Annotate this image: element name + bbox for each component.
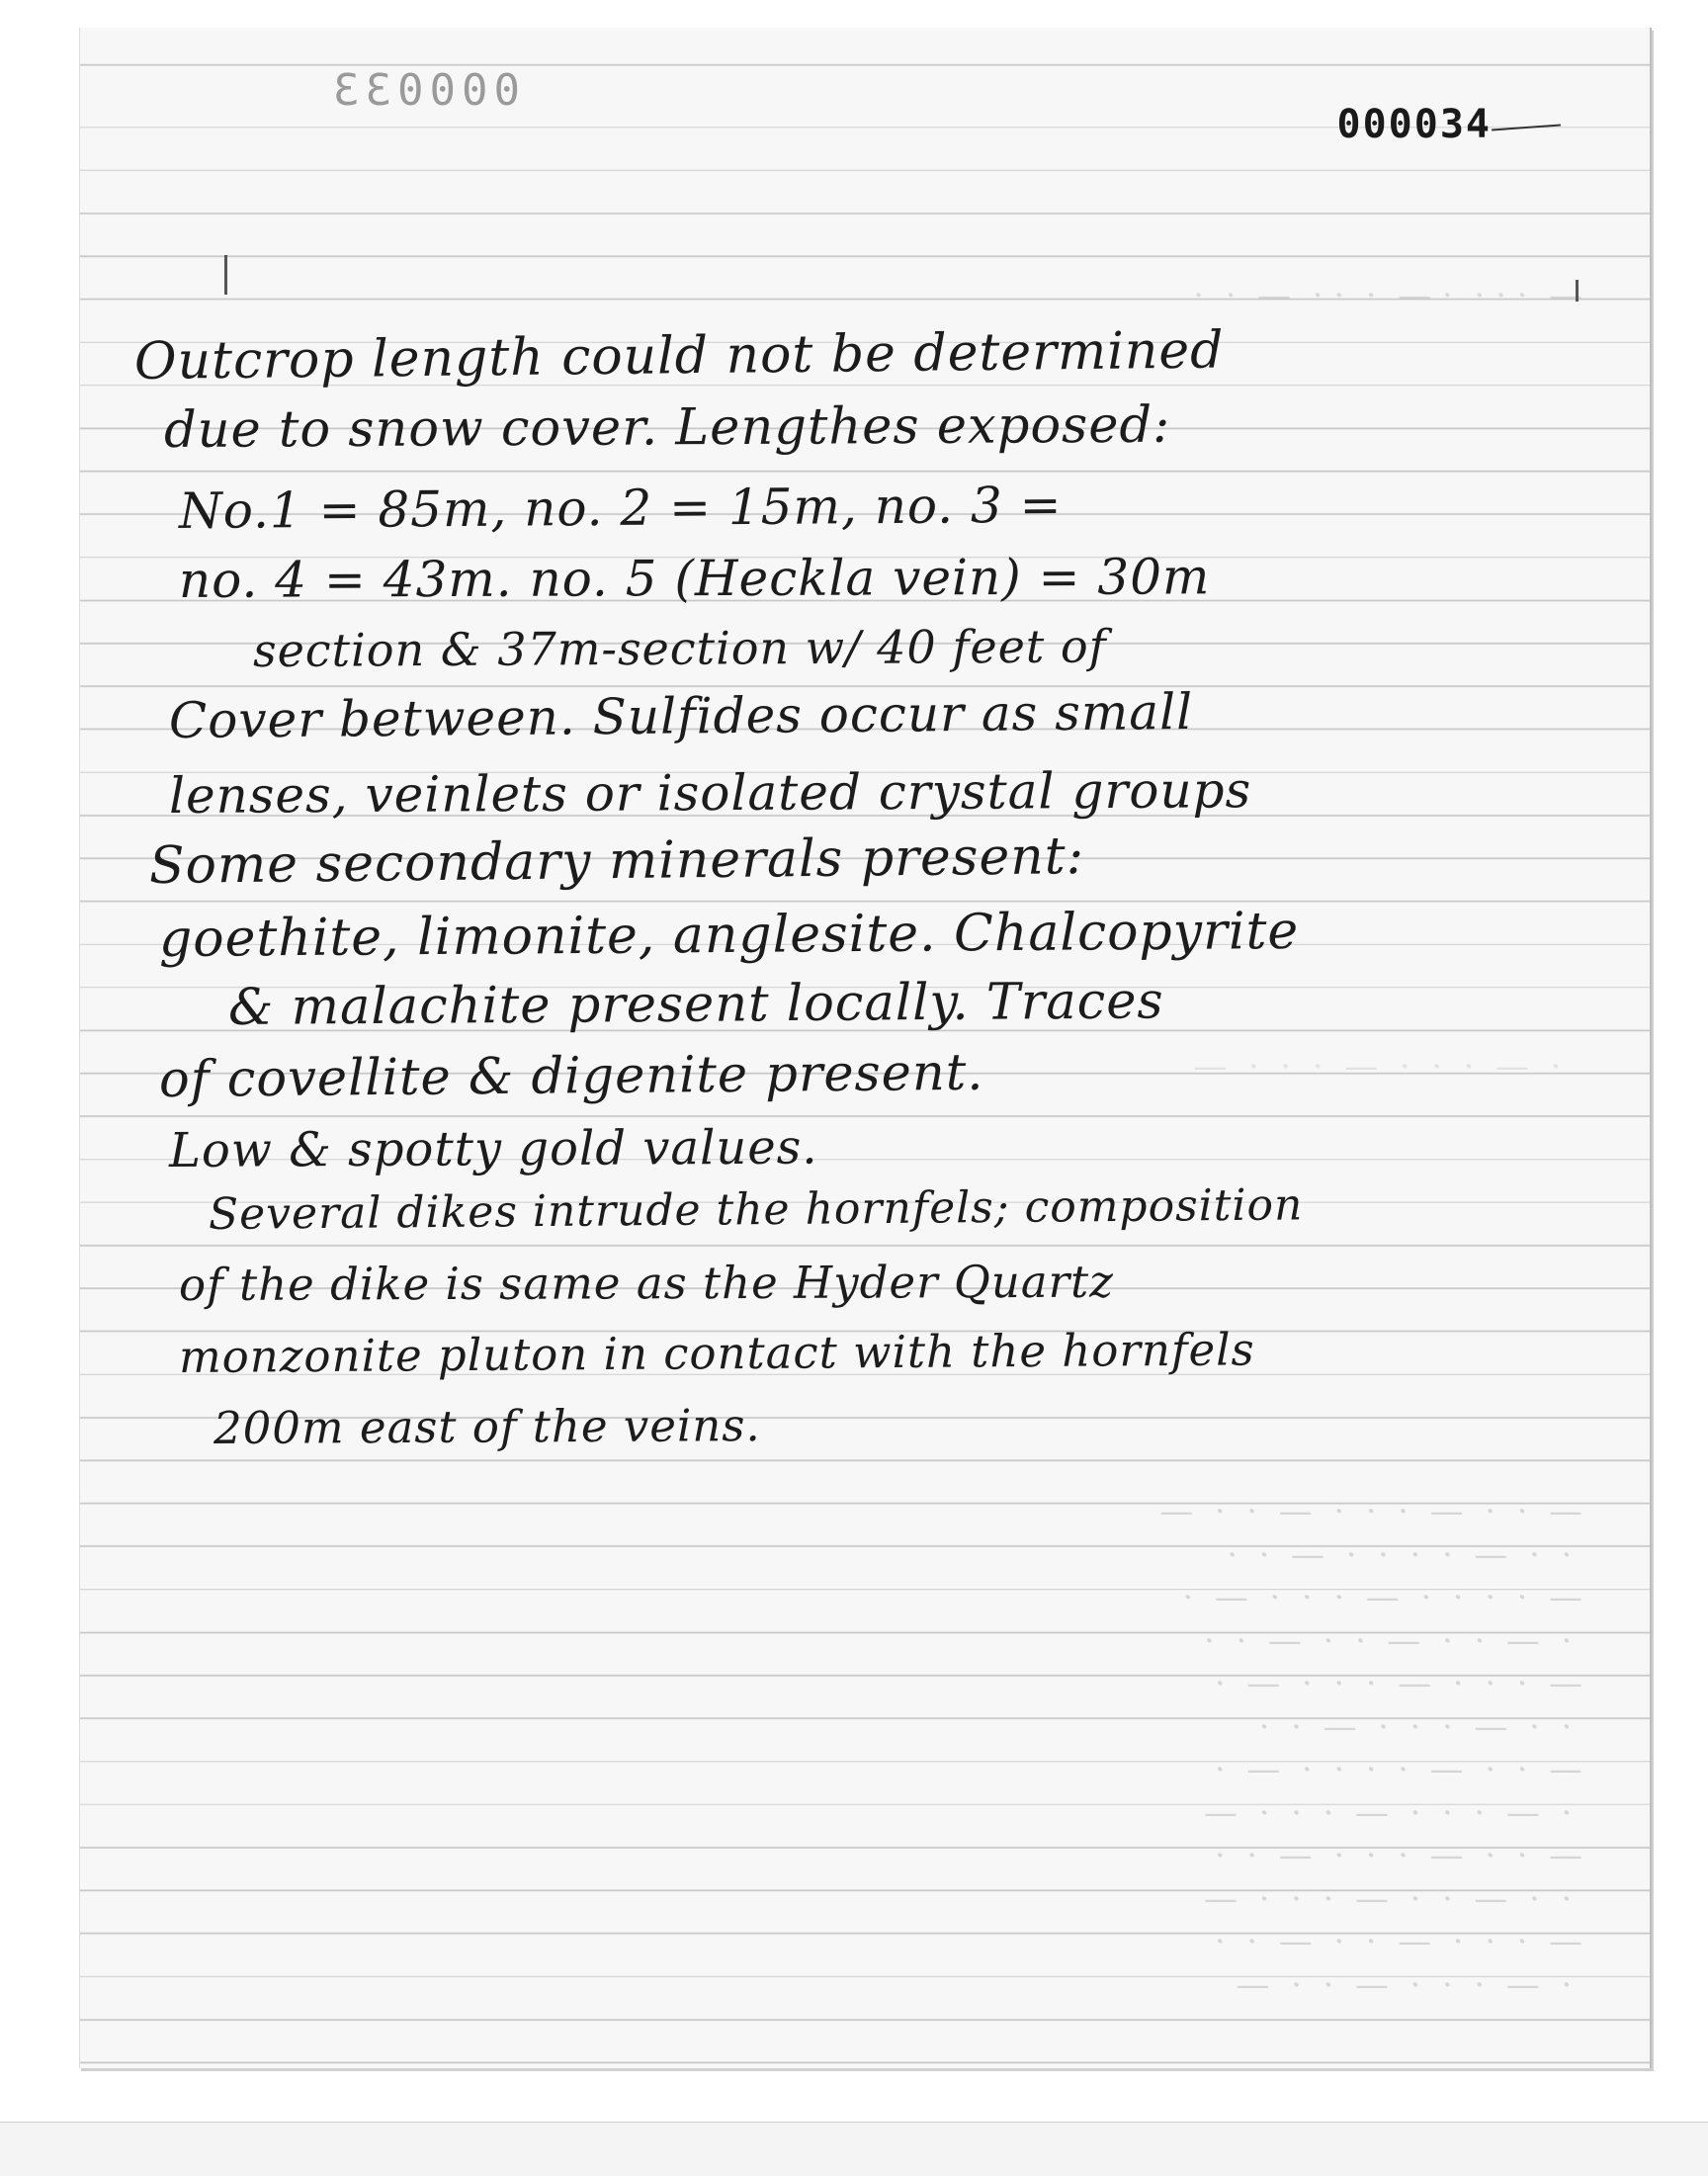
hw-line-7: lenses, veinlets or isolated crystal groups (168, 761, 1252, 825)
hw-line-10: & malachite present locally. Traces (227, 972, 1164, 1037)
hw-line-16: 200m east of the veins. (213, 1399, 761, 1454)
hw-line-12: Low & spotty gold values. (168, 1119, 818, 1178)
hw-line-3: No.1 = 85m, no. 2 = 15m, no. 3 = (178, 476, 1063, 540)
hw-line-9: goethite, limonite, anglesite. Chalcopyrite (158, 901, 1300, 969)
mirrored-stamp-number: 000033 (327, 65, 520, 116)
hw-line-4: no. 4 = 43m. no. 5 (Heckla vein) = 30m (178, 548, 1211, 609)
hw-line-2: due to snow cover. Lengthes exposed: (163, 395, 1171, 460)
handwritten-notes (80, 28, 1650, 2068)
hw-line-13: Several dikes intrude the hornfels; composition (208, 1179, 1304, 1240)
scan-bottom-bar (0, 2122, 1708, 2176)
hw-line-14: of the dike is same as the Hyder Quartz (178, 1255, 1115, 1311)
stamp-number: 000034 (1336, 102, 1492, 147)
bleed-through-text-lower: — · · — · · · — · · — · · — · · · · — · · — · · · · — · · · — · · — · · — · · — · · — · · · — · · · — · · · — · · · — · · — · · — · · · · — · · — · · · — · · · — — · · — · · · — · · · · — · · — · · · — — · · · — · · — · · · — · · · — · · — (1159, 1492, 1582, 2005)
hw-line-5: section & 37m-section w/ 40 feet of (252, 619, 1107, 677)
hw-line-11: of covellite & digenite present. (158, 1043, 984, 1109)
bleed-through-text-top: — · · · · — · · · — · · (1193, 276, 1582, 315)
hw-line-1: Outcrop length could not be determined (133, 320, 1225, 392)
hw-line-6: Cover between. Sulfides occur as small (168, 682, 1194, 749)
notebook-page (79, 28, 1652, 2068)
hw-line-15: monzonite pluton in contact with the hornfels (178, 1323, 1255, 1383)
hw-line-8: Some secondary minerals present: (148, 827, 1085, 896)
bleed-through-text-middle: · — · · · — · · · — (1193, 1047, 1582, 1087)
